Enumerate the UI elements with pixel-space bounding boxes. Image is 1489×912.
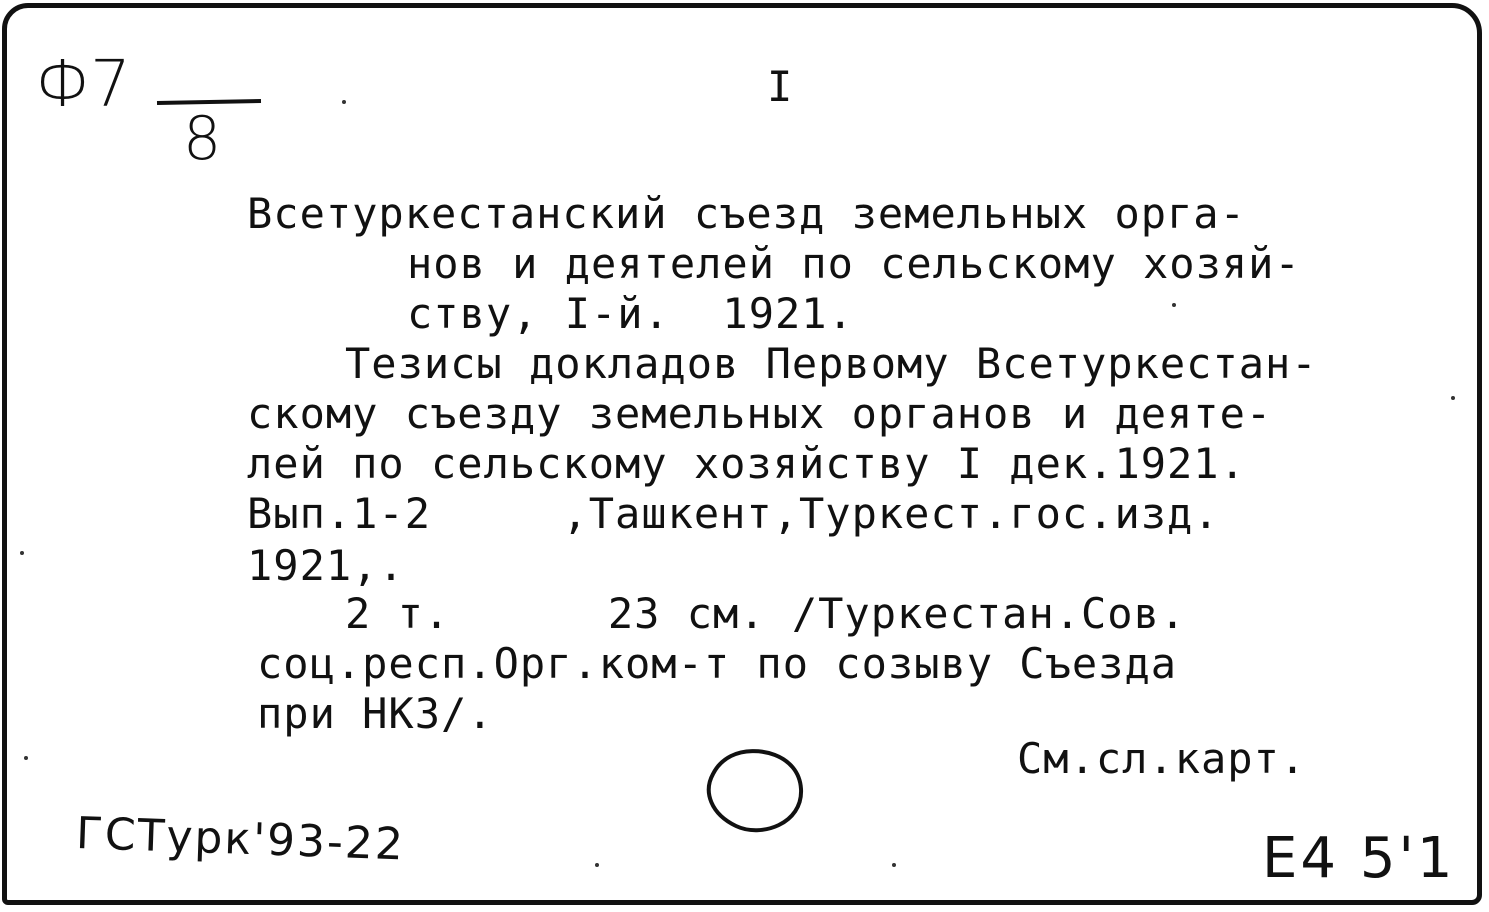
page-number: I [767,62,794,111]
shelfmark-top: Ф7 [35,48,131,122]
speck [595,863,599,867]
card-line-11: при НКЗ/. [257,689,494,738]
card-line-7: Вып.1-2 ,Ташкент,Туркест.гос.изд. [247,489,1220,538]
punch-hole [701,744,813,840]
card-line-4: Тезисы докладов Первому Всетуркестан- [345,339,1318,388]
card-line-2: нов и деятелей по сельскому хозяй- [407,239,1301,288]
shelfmark-denominator: 8 [183,104,222,174]
speck [342,100,346,104]
card-line-8: 1921,. [247,541,405,590]
speck [20,551,24,555]
bottom-left-code: ГСТурк'93-22 [75,808,406,871]
catalog-card [2,3,1482,905]
card-line-5: скому съезду земельных органов и деяте- [247,389,1273,438]
card-line-1: Всетуркестанский съезд земельных орга- [247,189,1246,238]
bottom-right-code: Е4 5'1 [1262,826,1456,891]
speck [24,756,28,760]
card-line-10: соц.респ.Орг.ком-т по созыву Съезда [257,639,1178,688]
card-line-6: лей по сельскому хозяйству I дек.1921. [247,439,1246,488]
speck [1451,396,1455,400]
speck [892,863,896,867]
card-line-3: ству, I-й. 1921. [407,289,854,338]
card-line-12: См.сл.карт. [1017,734,1307,783]
card-line-9: 2 т. 23 см. /Туркестан.Сов. [345,589,1187,638]
speck [1172,303,1176,307]
